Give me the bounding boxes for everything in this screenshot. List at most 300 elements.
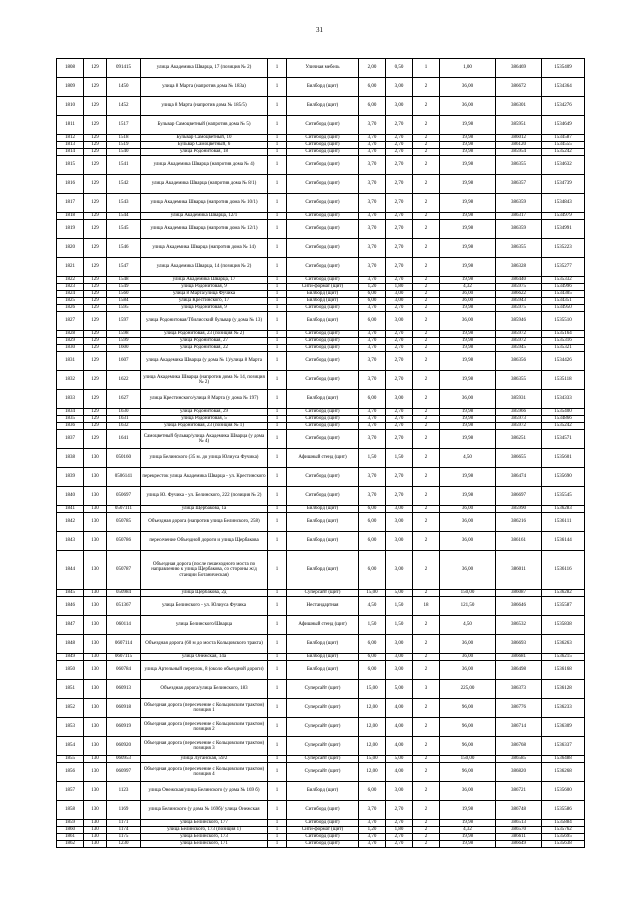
cell-structure-type: Ситиборд (щит) <box>287 135 359 142</box>
cell-coord-x: 385990 <box>496 506 542 513</box>
table-row <box>57 737 585 756</box>
cell-structure-type: Суперсайт (щит) <box>287 699 359 718</box>
cell-address: улица Академика Шварца, 12/1 <box>141 213 268 220</box>
cell-width: 3,70 <box>359 116 386 135</box>
cell-coord-y: 1536268 <box>542 763 585 782</box>
cell-sides: 2 <box>413 149 440 156</box>
cell-height: 2,70 <box>386 423 413 430</box>
cell-structure-type: Ситиборд (щит) <box>287 338 359 345</box>
cell-area: 19,98 <box>440 175 496 194</box>
cell-sides: 2 <box>413 782 440 801</box>
cell-coord-y: 1535600 <box>542 782 585 801</box>
cell-width: 6,00 <box>359 390 386 409</box>
cell-row-number: 1833 <box>57 390 84 409</box>
cell-row-number: 1823 <box>57 284 84 291</box>
cell-height: 2,70 <box>386 142 413 149</box>
cell-district-code: 130 <box>84 635 107 654</box>
table-row <box>57 551 585 590</box>
cell-district-code: 129 <box>84 409 107 416</box>
cell-sides: 2 <box>413 277 440 284</box>
table-row <box>57 78 585 97</box>
cell-structure-type: Ситиборд (щит) <box>287 841 359 848</box>
cell-structure-type: Ситиборд (щит) <box>287 801 359 820</box>
cell-structure-id: 1598 <box>107 331 141 338</box>
cell-coord-x: 385973 <box>496 416 542 423</box>
cell-width: 6,00 <box>359 654 386 661</box>
cell-row-number: 1809 <box>57 78 84 97</box>
cell-count: 1 <box>268 661 287 680</box>
cell-area: 19,98 <box>440 338 496 345</box>
cell-area: 19,98 <box>440 371 496 390</box>
cell-width: 3,70 <box>359 430 386 449</box>
page-number: 31 <box>316 26 323 34</box>
cell-row-number: 1848 <box>57 635 84 654</box>
cell-area: 96,00 <box>440 718 496 737</box>
cell-address: улица Академика Шварца, 17 <box>141 277 268 284</box>
cell-coord-x: 386768 <box>496 737 542 756</box>
cell-area: 36,00 <box>440 661 496 680</box>
cell-count: 1 <box>268 390 287 409</box>
cell-sides: 2 <box>413 298 440 305</box>
cell-height: 2,70 <box>386 352 413 371</box>
cell-structure-id: 1548 <box>107 277 141 284</box>
cell-height: 1,80 <box>386 827 413 834</box>
cell-coord-x: 386355 <box>496 239 542 258</box>
cell-coord-y: 1535638 <box>542 841 585 848</box>
cell-width: 3,70 <box>359 801 386 820</box>
cell-address: улица Родонитовая/Тбилисский бульвар (у дома № 13) <box>141 312 268 331</box>
cell-coord-x: 386748 <box>496 801 542 820</box>
cell-coord-x: 386655 <box>496 449 542 468</box>
cell-district-code: 130 <box>84 782 107 801</box>
cell-sides: 2 <box>413 551 440 590</box>
cell-row-number: 1822 <box>57 277 84 284</box>
cell-area: 225,00 <box>440 680 496 699</box>
table-row <box>57 487 585 506</box>
cell-coord-y: 1536337 <box>542 737 585 756</box>
cell-row-number: 1816 <box>57 175 84 194</box>
cell-row-number: 1861 <box>57 834 84 841</box>
cell-row-number: 1843 <box>57 532 84 551</box>
cell-row-number: 1835 <box>57 416 84 423</box>
cell-coord-x: 386012 <box>496 135 542 142</box>
cell-coord-y: 1535884 <box>542 820 585 827</box>
cell-coord-y: 1534276 <box>542 97 585 116</box>
cell-sides: 2 <box>413 834 440 841</box>
cell-area: 19,98 <box>440 801 496 820</box>
cell-coord-y: 1534979 <box>542 213 585 220</box>
cell-district-code: 130 <box>84 718 107 737</box>
cell-width: 3,70 <box>359 220 386 239</box>
cell-count: 1 <box>268 213 287 220</box>
cell-area: 19,98 <box>440 820 496 827</box>
cell-district-code: 129 <box>84 390 107 409</box>
cell-structure-type: Билборд (щит) <box>287 782 359 801</box>
cell-structure-id: 1560 <box>107 291 141 298</box>
cell-structure-type: Ситиборд (щит) <box>287 409 359 416</box>
cell-width: 3,70 <box>359 142 386 149</box>
cell-height: 2,70 <box>386 487 413 506</box>
table-row <box>57 506 585 513</box>
cell-address: улица Щербакова, 1а <box>141 506 268 513</box>
cell-address: улица Академика Шварца (напротив дома № 14, позиция № 2) <box>141 371 268 390</box>
cell-address: улица Родонитовая, 23 (позиция № 1) <box>141 423 268 430</box>
cell-coord-x: 386251 <box>496 430 542 449</box>
table-row <box>57 149 585 156</box>
table-row <box>57 291 585 298</box>
cell-district-code: 130 <box>84 487 107 506</box>
cell-count: 1 <box>268 430 287 449</box>
cell-area: 36,00 <box>440 390 496 409</box>
cell-structure-type: Ситиборд (щит) <box>287 194 359 213</box>
cell-height: 2,70 <box>386 220 413 239</box>
table-row <box>57 298 585 305</box>
cell-row-number: 1850 <box>57 661 84 680</box>
table-row <box>57 635 585 654</box>
cell-area: 19,98 <box>440 142 496 149</box>
cell-row-number: 1824 <box>57 291 84 298</box>
cell-sides: 2 <box>413 737 440 756</box>
cell-height: 3,00 <box>386 78 413 97</box>
cell-width: 6,00 <box>359 551 386 590</box>
cell-height: 0,50 <box>386 59 413 78</box>
cell-coord-x: 385931 <box>496 390 542 409</box>
cell-width: 3,70 <box>359 352 386 371</box>
cell-district-code: 129 <box>84 331 107 338</box>
cell-area: 36,00 <box>440 782 496 801</box>
cell-height: 3,00 <box>386 298 413 305</box>
cell-count: 1 <box>268 409 287 416</box>
cell-row-number: 1855 <box>57 756 84 763</box>
cell-district-code: 130 <box>84 763 107 782</box>
cell-coord-x: 386355 <box>496 156 542 175</box>
cell-coord-y: 1535601 <box>542 449 585 468</box>
table-row <box>57 661 585 680</box>
cell-area: 96,00 <box>440 699 496 718</box>
cell-district-code: 129 <box>84 213 107 220</box>
cell-area: 96,00 <box>440 763 496 782</box>
cell-width: 12,00 <box>359 699 386 718</box>
cell-structure-type: Сити-формат (щит) <box>287 284 359 291</box>
cell-row-number: 1808 <box>57 59 84 78</box>
cell-structure-type: Билборд (щит) <box>287 298 359 305</box>
cell-sides: 2 <box>413 239 440 258</box>
cell-height: 4,00 <box>386 718 413 737</box>
cell-address: улица Родонитовая, 5 <box>141 416 268 423</box>
cell-count: 1 <box>268 468 287 487</box>
cell-coord-y: 1534996 <box>542 284 585 291</box>
cell-coord-y: 1534991 <box>542 220 585 239</box>
cell-coord-x: 385966 <box>496 409 542 416</box>
cell-sides: 2 <box>413 371 440 390</box>
cell-count: 1 <box>268 718 287 737</box>
cell-structure-type: Билборд (щит) <box>287 661 359 680</box>
cell-structure-id: 1169 <box>107 801 141 820</box>
cell-sides: 2 <box>413 97 440 116</box>
cell-area: 19,98 <box>440 220 496 239</box>
cell-address: улица Родонитовая, 9 <box>141 284 268 291</box>
cell-coord-x: 386714 <box>496 718 542 737</box>
cell-area: 19,98 <box>440 331 496 338</box>
cell-coord-y: 1535762 <box>542 827 585 834</box>
cell-height: 2,70 <box>386 149 413 156</box>
cell-width: 6,00 <box>359 513 386 532</box>
cell-width: 6,00 <box>359 782 386 801</box>
cell-width: 3,70 <box>359 834 386 841</box>
cell-count: 1 <box>268 194 287 213</box>
cell-structure-id: 060918 <box>107 699 141 718</box>
cell-count: 1 <box>268 487 287 506</box>
cell-address: Бульвар Самоцветный, 10 <box>141 135 268 142</box>
cell-width: 6,00 <box>359 506 386 513</box>
cell-sides: 2 <box>413 590 440 597</box>
cell-address: улица Академика Шварца (напротив дома № 10/1) <box>141 194 268 213</box>
cell-structure-id: 1540 <box>107 149 141 156</box>
cell-width: 3,70 <box>359 258 386 277</box>
cell-district-code: 130 <box>84 834 107 841</box>
cell-structure-type: Уличная мебель <box>287 59 359 78</box>
table-row <box>57 352 585 371</box>
cell-sides: 2 <box>413 616 440 635</box>
cell-height: 5,00 <box>386 680 413 699</box>
cell-sides: 2 <box>413 449 440 468</box>
cell-area: 19,98 <box>440 258 496 277</box>
cell-width: 3,70 <box>359 468 386 487</box>
cell-coord-y: 1536128 <box>542 680 585 699</box>
table-row <box>57 756 585 763</box>
table-row <box>57 338 585 345</box>
cell-row-number: 1828 <box>57 331 84 338</box>
cell-area: 19,98 <box>440 213 496 220</box>
cell-district-code: 130 <box>84 820 107 827</box>
cell-structure-id: 1630 <box>107 409 141 416</box>
cell-district-code: 130 <box>84 756 107 763</box>
cell-height: 3,00 <box>386 97 413 116</box>
cell-coord-x: 386532 <box>496 616 542 635</box>
cell-row-number: 1853 <box>57 718 84 737</box>
cell-district-code: 130 <box>84 513 107 532</box>
cell-height: 1,50 <box>386 597 413 616</box>
cell-area: 36,00 <box>440 78 496 97</box>
cell-structure-id: 050786 <box>107 532 141 551</box>
cell-row-number: 1842 <box>57 513 84 532</box>
table-row <box>57 116 585 135</box>
cell-coord-y: 1534364 <box>542 78 585 97</box>
cell-sides: 2 <box>413 699 440 718</box>
cell-row-number: 1818 <box>57 213 84 220</box>
cell-width: 15,00 <box>359 590 386 597</box>
cell-count: 1 <box>268 258 287 277</box>
cell-coord-x: 386216 <box>496 513 542 532</box>
cell-count: 1 <box>268 513 287 532</box>
cell-structure-type: Билборд (щит) <box>287 78 359 97</box>
cell-height: 2,70 <box>386 416 413 423</box>
cell-coord-y: 1536215 <box>542 654 585 661</box>
cell-structure-id: 1230 <box>107 841 141 848</box>
table-row <box>57 680 585 699</box>
cell-area: 36,00 <box>440 532 496 551</box>
cell-coord-x: 386570 <box>496 827 542 834</box>
table-row <box>57 654 585 661</box>
cell-coord-x: 386474 <box>496 468 542 487</box>
cell-row-number: 1829 <box>57 338 84 345</box>
cell-row-number: 1820 <box>57 239 84 258</box>
cell-district-code: 130 <box>84 699 107 718</box>
cell-sides: 2 <box>413 305 440 312</box>
table-row <box>57 513 585 532</box>
cell-structure-id: 060953 <box>107 756 141 763</box>
cell-sides: 2 <box>413 116 440 135</box>
cell-sides: 2 <box>413 416 440 423</box>
cell-count: 1 <box>268 175 287 194</box>
cell-structure-id: 1549 <box>107 284 141 291</box>
cell-count: 1 <box>268 737 287 756</box>
table-row <box>57 409 585 416</box>
cell-structure-type: Суперсайт (щит) <box>287 756 359 763</box>
cell-height: 2,70 <box>386 331 413 338</box>
table-row <box>57 782 585 801</box>
table-row <box>57 305 585 312</box>
cell-structure-type: Ситиборд (щит) <box>287 149 359 156</box>
cell-district-code: 130 <box>84 616 107 635</box>
cell-structure-type: Билборд (щит) <box>287 390 359 409</box>
cell-sides: 2 <box>413 352 440 371</box>
cell-district-code: 129 <box>84 258 107 277</box>
cell-row-number: 1840 <box>57 487 84 506</box>
cell-height: 2,70 <box>386 820 413 827</box>
cell-address: улица 8 Марта (напротив дома № 185/5) <box>141 97 268 116</box>
cell-row-number: 1858 <box>57 801 84 820</box>
cell-district-code: 130 <box>84 597 107 616</box>
cell-height: 2,70 <box>386 175 413 194</box>
cell-structure-id: 1123 <box>107 782 141 801</box>
table-row <box>57 331 585 338</box>
cell-coord-y: 1534950 <box>542 305 585 312</box>
cell-structure-id: 1607 <box>107 352 141 371</box>
cell-district-code: 129 <box>84 116 107 135</box>
cell-row-number: 1814 <box>57 149 84 156</box>
table-row <box>57 468 585 487</box>
cell-district-code: 130 <box>84 827 107 834</box>
cell-height: 3,00 <box>386 312 413 331</box>
cell-sides: 2 <box>413 468 440 487</box>
cell-row-number: 1859 <box>57 820 84 827</box>
cell-row-number: 1817 <box>57 194 84 213</box>
cell-structure-id: 060784 <box>107 661 141 680</box>
cell-row-number: 1825 <box>57 298 84 305</box>
cell-area: 4,32 <box>440 827 496 834</box>
cell-width: 12,00 <box>359 763 386 782</box>
cell-address: улица Белинского, 173 <box>141 834 268 841</box>
cell-coord-y: 1536233 <box>542 699 585 718</box>
cell-address: улица Белинского, 173 (позиция 1) <box>141 827 268 834</box>
cell-sides: 2 <box>413 142 440 149</box>
cell-count: 1 <box>268 506 287 513</box>
cell-count: 1 <box>268 220 287 239</box>
cell-structure-type: Билборд (щит) <box>287 635 359 654</box>
cell-area: 36,00 <box>440 635 496 654</box>
cell-sides: 2 <box>413 654 440 661</box>
cell-height: 3,00 <box>386 513 413 532</box>
table-row <box>57 371 585 390</box>
cell-coord-y: 1536111 <box>542 513 585 532</box>
cell-structure-type: Ситиборд (щит) <box>287 116 359 135</box>
cell-area: 36,00 <box>440 513 496 532</box>
cell-structure-type: Ситиборд (щит) <box>287 820 359 827</box>
cell-structure-id: 1450 <box>107 78 141 97</box>
cell-address: улица Щербакова, 2д <box>141 590 268 597</box>
cell-address: Объездная дорога (напротив улица Белинского, 258) <box>141 513 268 532</box>
table-row <box>57 801 585 820</box>
table-row <box>57 430 585 449</box>
cell-district-code: 129 <box>84 78 107 97</box>
cell-structure-type: Ситиборд (щит) <box>287 331 359 338</box>
cell-count: 1 <box>268 156 287 175</box>
cell-structure-id: 1627 <box>107 390 141 409</box>
cell-width: 3,70 <box>359 135 386 142</box>
table-body <box>57 59 585 848</box>
cell-row-number: 1844 <box>57 551 84 590</box>
cell-width: 3,70 <box>359 487 386 506</box>
table-row <box>57 699 585 718</box>
cell-count: 1 <box>268 756 287 763</box>
cell-address: улица Белинского (35 м. до улица Юлиуса Фучика) <box>141 449 268 468</box>
cell-district-code: 129 <box>84 416 107 423</box>
cell-width: 3,70 <box>359 338 386 345</box>
cell-width: 3,70 <box>359 175 386 194</box>
cell-row-number: 1854 <box>57 737 84 756</box>
cell-row-number: 1831 <box>57 352 84 371</box>
table-row <box>57 156 585 175</box>
cell-coord-x: 386776 <box>496 699 542 718</box>
cell-district-code: 129 <box>84 149 107 156</box>
cell-area: 4,50 <box>440 616 496 635</box>
cell-width: 3,70 <box>359 305 386 312</box>
cell-width: 3,70 <box>359 239 386 258</box>
cell-row-number: 1830 <box>57 345 84 352</box>
table-row <box>57 718 585 737</box>
table-row <box>57 220 585 239</box>
table-row <box>57 841 585 848</box>
cell-row-number: 1846 <box>57 597 84 616</box>
cell-structure-type: Ситиборд (щит) <box>287 213 359 220</box>
cell-structure-id: 1543 <box>107 194 141 213</box>
cell-address: Самоцветный бульвар/улица Академика Шварца (у дома № 4) <box>141 430 268 449</box>
cell-district-code: 130 <box>84 737 107 756</box>
cell-row-number: 1841 <box>57 506 84 513</box>
cell-coord-x: 385954 <box>496 149 542 156</box>
cell-count: 1 <box>268 820 287 827</box>
cell-area: 19,98 <box>440 149 496 156</box>
cell-sides: 2 <box>413 506 440 513</box>
cell-width: 3,70 <box>359 156 386 175</box>
cell-sides: 1 <box>413 59 440 78</box>
cell-coord-y: 1536263 <box>542 635 585 654</box>
cell-coord-x: 386317 <box>496 213 542 220</box>
cell-structure-id: 1595 <box>107 305 141 312</box>
cell-count: 1 <box>268 654 287 661</box>
cell-count: 1 <box>268 782 287 801</box>
cell-sides: 2 <box>413 78 440 97</box>
cell-address: Объездная дорога (после пешеходного моста по направлению к улица Щербакова, со стороны ж/д станции Ботаническая) <box>141 551 268 590</box>
cell-area: 19,98 <box>440 135 496 142</box>
cell-sides: 2 <box>413 409 440 416</box>
cell-structure-type: Ситиборд (щит) <box>287 258 359 277</box>
cell-address: улица Академика Шварца (у дома № 1)/улица 8 Марта <box>141 352 268 371</box>
cell-district-code: 129 <box>84 423 107 430</box>
cell-area: 19,98 <box>440 345 496 352</box>
cell-coord-y: 1535321 <box>542 345 585 352</box>
